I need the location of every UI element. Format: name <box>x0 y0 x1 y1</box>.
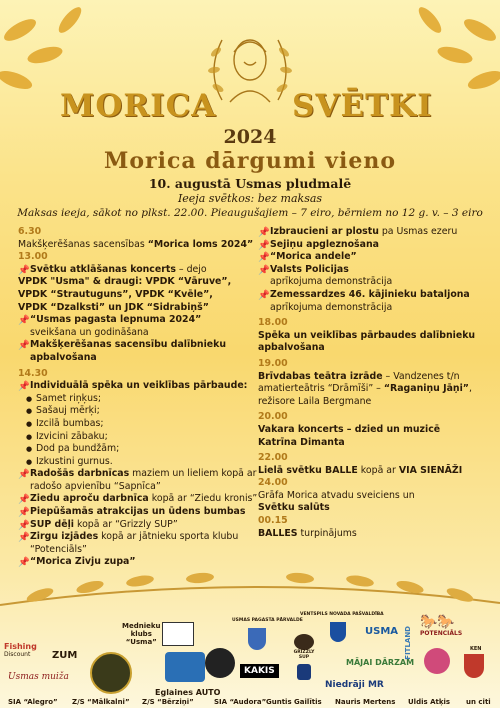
eagle-logo <box>165 652 205 682</box>
time-label: 19.00 <box>258 357 288 369</box>
pin-icon: 📌 <box>258 227 270 238</box>
schedule-item: 📌“Morica andele” <box>258 251 357 264</box>
ken-text: KEN <box>470 646 482 652</box>
schedule-item: amatierteātris “Drāmīši” – “Raganiņu Jāņi”, <box>258 383 472 395</box>
schedule-item-text: sveikšana un godināšana <box>30 326 149 338</box>
schedule-item-text: Vakara koncerts – dzied un muzicē <box>258 423 441 435</box>
schedule-left <box>18 226 258 569</box>
ventspils-text: VENTSPILS NOVADA PAŠVALDĪBA <box>300 612 384 617</box>
list-item: ● Izkustini gurnus. <box>36 456 258 469</box>
schedule-item: 📌Radošās darbnīcas maziem un lieliem kopā ar <box>18 468 257 481</box>
mednieku-klubs-text: Mednieku klubs “Usma” <box>122 622 161 646</box>
date-place: 10. augustā Usmas pludmalē <box>148 176 352 191</box>
usmas-shield-logo <box>248 628 266 650</box>
schedule-item-text: Spēka un veiklības pārbaudes dalībnieku <box>258 329 476 341</box>
subtitle: Morica dārgumi vieno <box>104 148 396 174</box>
pin-icon: 📌 <box>258 264 270 276</box>
list-item: ● Samet riņķus; <box>36 393 258 406</box>
laurel-leaves-bottom <box>0 565 500 615</box>
fishing-discount-logo: Fishing Discount <box>4 642 37 658</box>
fitland-logo: FITLAND <box>404 626 412 660</box>
sponsor-caption: SIA “Audora” <box>214 698 267 706</box>
sponsor-caption: Uldis Atķis <box>408 698 451 706</box>
entry-free: Ieeja svētkos: bez maksas <box>177 192 323 205</box>
pin-icon: 📌 <box>18 519 30 531</box>
pink-circle-logo <box>424 648 450 674</box>
pin-icon: 📌 <box>18 557 30 569</box>
schedule-item: 📌Zirgu izjādes kopā ar jātnieku sporta klubu <box>18 531 239 544</box>
sponsor-caption: SIA “Alegro” <box>8 698 58 706</box>
schedule-item-text: apbalvošana <box>30 351 97 363</box>
schedule-item: 📌Izbraucieni ar plostu pa Usmas ezeru <box>258 226 458 238</box>
schedule-item-text: aprīkojuma demonstrācija <box>270 301 393 313</box>
malkalni-emblem <box>90 652 132 694</box>
schedule-item-text: radošo apvienību “Sapnīca” <box>30 480 161 492</box>
schedule-item: Brīvdabas teātra izrāde – Vandzenes t/n <box>258 370 460 382</box>
schedule-item-text: režisore Laila Bergmane <box>258 395 372 407</box>
pin-icon: 📌 <box>18 494 30 506</box>
zum-logo: ZUM <box>52 650 78 661</box>
schedule-item: 📌Ziedu aproču darbnīca kopā ar “Ziedu kronis” <box>18 493 258 506</box>
grizzly-sup-logo: GRIZZLY SUP <box>290 634 318 656</box>
schedule-item: 📌SUP dēļi kopā ar “Grizzly SUP” <box>18 518 178 531</box>
laksi-logo <box>162 622 194 646</box>
schedule-item-text: “Potenciāls” <box>30 543 87 555</box>
list-item: ● Izvicini zābaku; <box>36 431 258 444</box>
potencials-logo: 🐎🐎 POTENCIĀLS <box>420 614 496 637</box>
time-label: 00.15 <box>258 515 288 527</box>
header <box>0 0 500 230</box>
majai-darzam-logo: MĀJAI DĀRZAM <box>346 658 415 667</box>
kakis-logo: KAKIS <box>240 664 279 678</box>
police-badge-logo <box>297 664 311 680</box>
eglaines-auto-logo: Eglaines AUTO <box>155 688 221 697</box>
time-label: 22.00 <box>258 452 288 464</box>
schedule-item-text: Svētku salūts <box>258 502 330 514</box>
list-item: ● Izcilā bumbas; <box>36 418 258 431</box>
pin-icon: 📌 <box>18 381 30 393</box>
schedule-item: 📌Piepūšamās atrakcijas un ūdens bumbas <box>18 506 246 519</box>
schedule-item: 📌Individuālā spēka un veiklības pārbaude: <box>18 380 248 393</box>
title-svetki: SVĒTKI <box>292 88 433 124</box>
usma-logo: USMA <box>365 626 399 637</box>
title-morica: MORICA <box>60 88 217 124</box>
dark-circle-logo <box>205 648 235 678</box>
year: 2024 <box>223 126 277 148</box>
sponsor-caption: Guntis Gailītis <box>266 698 322 706</box>
usmas-pagasta-text: USMAS PAGASTA PĀRVALDE <box>232 618 303 623</box>
schedule-item: Lielā svētku BALLE kopā ar VIA SIENĀŽI <box>258 464 463 476</box>
schedule-item: Makšķerēšanas sacensības “Morica loms 2024” <box>18 238 254 250</box>
time-label: 14.30 <box>18 367 48 379</box>
pin-icon: 📌 <box>18 340 30 352</box>
schedule-item: 📌Makšķerēšanas sacensību dalībnieku <box>18 339 227 352</box>
time-label: 24.00 <box>258 477 288 489</box>
schedule-item: 📌Valsts Policijas <box>258 263 349 276</box>
sponsor-caption: Nauris Mertens <box>335 698 396 706</box>
challenge-list <box>18 393 258 469</box>
schedule-item-text: Katrīna Dimanta <box>258 436 345 448</box>
time-label: 13.00 <box>18 251 48 263</box>
pin-icon: 📌 <box>18 532 30 544</box>
pin-icon: 📌 <box>258 289 270 301</box>
sponsor-caption: Z/S “Bērziņi” <box>142 698 194 706</box>
schedule-item-text: VPDK “Dzalksti” un JDK “Sidrabiņš” <box>18 301 209 313</box>
pin-icon: 📌 <box>18 315 30 327</box>
ken-shield-logo <box>464 654 484 678</box>
pin-icon: 📌 <box>18 469 30 481</box>
pin-icon: 📌 <box>18 264 30 276</box>
list-item: ● Dod pa bundžām; <box>36 443 258 456</box>
pin-icon: 📌 <box>18 507 30 519</box>
horses-icon: 🐎🐎 <box>420 614 455 630</box>
schedule-item: 📌Svētku atklāšanas koncerts – dejo <box>18 263 207 276</box>
list-item: ● Sašauj mērķi; <box>36 405 258 418</box>
sponsor-caption: Z/S “Mālkalni” <box>72 698 130 706</box>
schedule-item: BALLES turpinājums <box>258 527 357 539</box>
schedule-item: 📌Sejiņu apgleznošana <box>258 238 379 251</box>
time-label: 18.00 <box>258 317 288 329</box>
schedule-item: 📌“Morica Zivju zupa” <box>18 556 136 569</box>
schedule-item-text: apbalvošana <box>258 342 325 354</box>
pin-icon: 📌 <box>258 239 270 251</box>
ventspils-shield-logo <box>330 622 346 642</box>
schedule-item: 📌Zemessardzes 46. kājinieku bataljona <box>258 288 470 301</box>
schedule-item-text: aprīkojuma demonstrācija <box>270 276 393 288</box>
time-label: 6.30 <box>18 226 42 237</box>
schedule-item-text: Grāfa Morica atvadu sveiciens un <box>258 489 415 501</box>
schedule-item-text: VPDK “Strautuguns”, VPDK “Kvēle”, <box>18 288 213 300</box>
entry-paid: Maksas ieeja, sākot no plkst. 22.00. Pieaugušajiem – 7 eiro, bērniem no 12 g. v. – 3 eiro <box>17 207 483 219</box>
time-label: 20.00 <box>258 411 288 423</box>
schedule-item-text: VPDK "Usma" & draugi: VPDK “Vāruve”, <box>18 276 232 288</box>
pin-icon: 📌 <box>258 252 270 264</box>
schedule-right <box>258 226 490 540</box>
sponsor-caption: un citi <box>466 698 491 706</box>
schedule-item: 📌“Usmas pagasta lepnuma 2024” <box>18 314 202 327</box>
sponsor-logos <box>0 612 500 708</box>
niedraji-mr-logo: Niedrāji MR <box>325 680 384 690</box>
usmas-muiza-logo: Usmas muiža <box>8 672 69 682</box>
